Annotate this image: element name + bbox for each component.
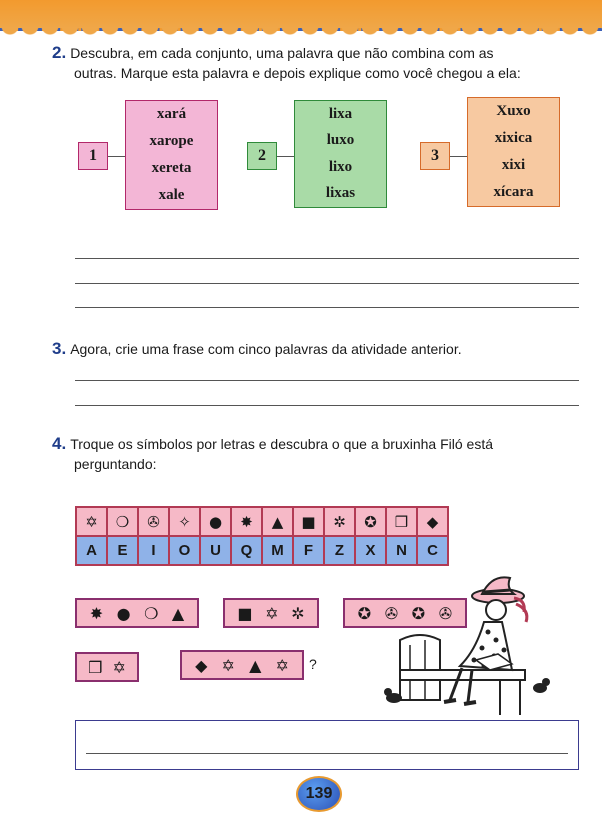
code-symbol: ✇ (138, 507, 169, 536)
code-letter: X (355, 536, 386, 565)
question-2 (52, 43, 582, 83)
question-2-number: 2. (52, 43, 67, 62)
symbol-code-table (75, 506, 449, 566)
puzzle-symbol: ✡ (265, 603, 279, 623)
page-number: 139 (296, 776, 342, 812)
puzzle-symbol: ◆ (195, 655, 208, 675)
set-3-connector (450, 156, 467, 157)
code-symbol: ✲ (324, 507, 355, 536)
question-mark: ? (309, 656, 317, 672)
header-band (0, 0, 602, 31)
set-3-box (467, 97, 560, 207)
set-2-word[interactable]: lixo (328, 158, 353, 175)
code-letter: N (386, 536, 417, 565)
answer-line[interactable] (75, 258, 579, 259)
code-symbol: ✡ (76, 507, 107, 536)
code-letter: U (200, 536, 231, 565)
puzzle-symbol: ■ (237, 603, 253, 623)
code-symbol: ✪ (355, 507, 386, 536)
code-symbol: ● (200, 507, 231, 536)
code-symbol: ■ (293, 507, 324, 536)
question-4-text-line2: perguntando: (74, 456, 157, 472)
code-symbol-row (76, 507, 448, 536)
answer-line[interactable] (75, 283, 579, 284)
set-3-word[interactable]: xixi (501, 157, 526, 173)
question-3-number: 3. (52, 339, 67, 358)
set-1-word[interactable]: xale (158, 187, 185, 203)
set-1-word[interactable]: xereta (151, 160, 192, 176)
puzzle-symbol: ▲ (249, 655, 262, 675)
question-4-number: 4. (52, 434, 67, 453)
set-2-word[interactable]: luxo (326, 132, 355, 149)
puzzle-symbol: ❒ (88, 657, 103, 677)
puzzle-symbol: ✪ (357, 603, 372, 623)
code-symbol: ❍ (107, 507, 138, 536)
code-symbol: ▲ (262, 507, 293, 536)
puzzle-symbol: ✪ (411, 603, 426, 623)
question-2-text-line2: outras. Marque esta palavra e depois explique como você chegou a ela: (74, 65, 521, 81)
set-2-connector (277, 156, 294, 157)
answer-line[interactable] (75, 405, 579, 406)
code-letter: M (262, 536, 293, 565)
code-letter: F (293, 536, 324, 565)
puzzle-word-5 (180, 650, 304, 680)
question-4-text-line1: Troque os símbolos por letras e descubra o que a bruxinha Filó está (70, 436, 494, 452)
set-2-word[interactable]: lixa (328, 105, 353, 122)
code-letter: E (107, 536, 138, 565)
set-2-box (294, 100, 387, 208)
set-1-word[interactable]: xarope (149, 133, 194, 149)
set-1-connector (108, 156, 125, 157)
answer-line[interactable] (86, 753, 568, 754)
set-3-word[interactable]: Xuxo (496, 103, 531, 119)
puzzle-word-1 (75, 598, 199, 628)
set-2-label: 2 (247, 142, 277, 170)
set-1-word[interactable]: xará (156, 106, 187, 122)
puzzle-symbol: ✇ (438, 603, 453, 623)
puzzle-word-2 (223, 598, 319, 628)
set-1-box (125, 100, 218, 210)
code-symbol: ✧ (169, 507, 200, 536)
code-letter: Q (231, 536, 262, 565)
puzzle-symbol: ✲ (291, 603, 305, 623)
code-letter: Z (324, 536, 355, 565)
set-1-label: 1 (78, 142, 108, 170)
answer-box[interactable] (75, 720, 579, 770)
answer-line[interactable] (75, 380, 579, 381)
code-letter: C (417, 536, 448, 565)
set-3-label: 3 (420, 142, 450, 170)
code-symbol: ❒ (386, 507, 417, 536)
set-2-word[interactable]: lixas (325, 185, 356, 202)
puzzle-symbol: ❍ (144, 603, 159, 623)
question-2-text-line1: Descubra, em cada conjunto, uma palavra que não combina com as (70, 45, 494, 61)
puzzle-symbol: ▲ (171, 603, 185, 623)
set-3-word[interactable]: xícara (493, 184, 534, 200)
code-symbol: ✸ (231, 507, 262, 536)
question-3 (52, 339, 582, 359)
code-letter: I (138, 536, 169, 565)
code-symbol: ◆ (417, 507, 448, 536)
answer-line[interactable] (75, 307, 579, 308)
puzzle-symbol: ✇ (384, 603, 399, 623)
code-letter: A (76, 536, 107, 565)
puzzle-symbol: ✸ (89, 603, 104, 623)
puzzle-symbol: ✡ (112, 657, 126, 677)
question-3-text: Agora, crie uma frase com cinco palavras da atividade anterior. (70, 341, 462, 357)
question-4 (52, 434, 582, 474)
puzzle-word-4 (75, 652, 139, 682)
code-letter: O (169, 536, 200, 565)
set-3-word[interactable]: xixica (494, 130, 533, 146)
puzzle-symbol: ● (116, 603, 131, 623)
puzzle-symbol: ✡ (275, 655, 289, 675)
puzzle-symbol: ✡ (221, 655, 235, 675)
witch-filo-illustration (380, 570, 555, 718)
code-letter-row (76, 536, 448, 565)
